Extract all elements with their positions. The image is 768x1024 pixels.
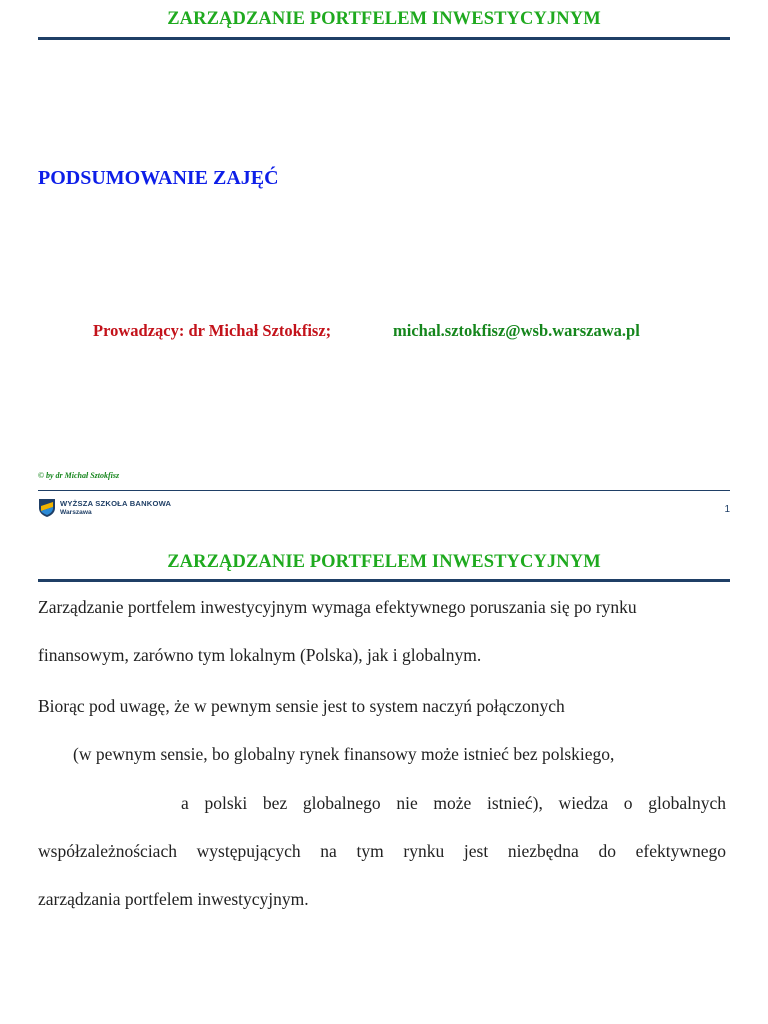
body-line: współzależnościach występujących na tym rynku jest niezbędna do efektywnego [38, 841, 726, 861]
slide-subtitle: PODSUMOWANIE ZAJĘĆ [38, 167, 279, 189]
school-name-line2: Warszawa [60, 509, 92, 516]
page-number: 1 [724, 504, 730, 515]
body-line: Biorąc pod uwagę, że w pewnym sensie jest to system naczyń połączonych [38, 696, 565, 716]
body-line: zarządzania portfelem inwestycyjnym. [38, 889, 309, 909]
presenter-name: Prowadzący: dr Michał Sztokfisz; [93, 321, 332, 340]
school-name [60, 499, 171, 517]
body-line: (w pewnym sensie, bo globalny rynek finansowy może istnieć bez polskiego, [73, 744, 615, 764]
body-line: finansowym, zarówno tym lokalnym (Polska), jak i globalnym. [38, 645, 482, 665]
footer-divider [38, 490, 730, 491]
school-logo [38, 498, 171, 518]
body-line: Zarządzanie portfelem inwestycyjnym wymaga efektywnego poruszania się po rynku [38, 597, 637, 617]
slide-title: ZARZĄDZANIE PORTFELEM INWESTYCYJNYM [167, 552, 601, 572]
presenter-email: michal.sztokfisz@wsb.warszawa.pl [393, 321, 640, 340]
slide-2 [0, 535, 768, 1024]
school-name-line1: WYŻSZA SZKOŁA BANKOWA [60, 499, 172, 508]
wsb-shield-logo-icon [38, 498, 56, 518]
title-divider [38, 579, 730, 582]
title-divider [38, 37, 730, 40]
slide-title: ZARZĄDZANIE PORTFELEM INWESTYCYJNYM [167, 9, 601, 29]
body-line: a polski bez globalnego nie może istnieć), wiedza o globalnych [181, 793, 726, 813]
copyright-note: © by dr Michał Sztokfisz [38, 471, 120, 480]
